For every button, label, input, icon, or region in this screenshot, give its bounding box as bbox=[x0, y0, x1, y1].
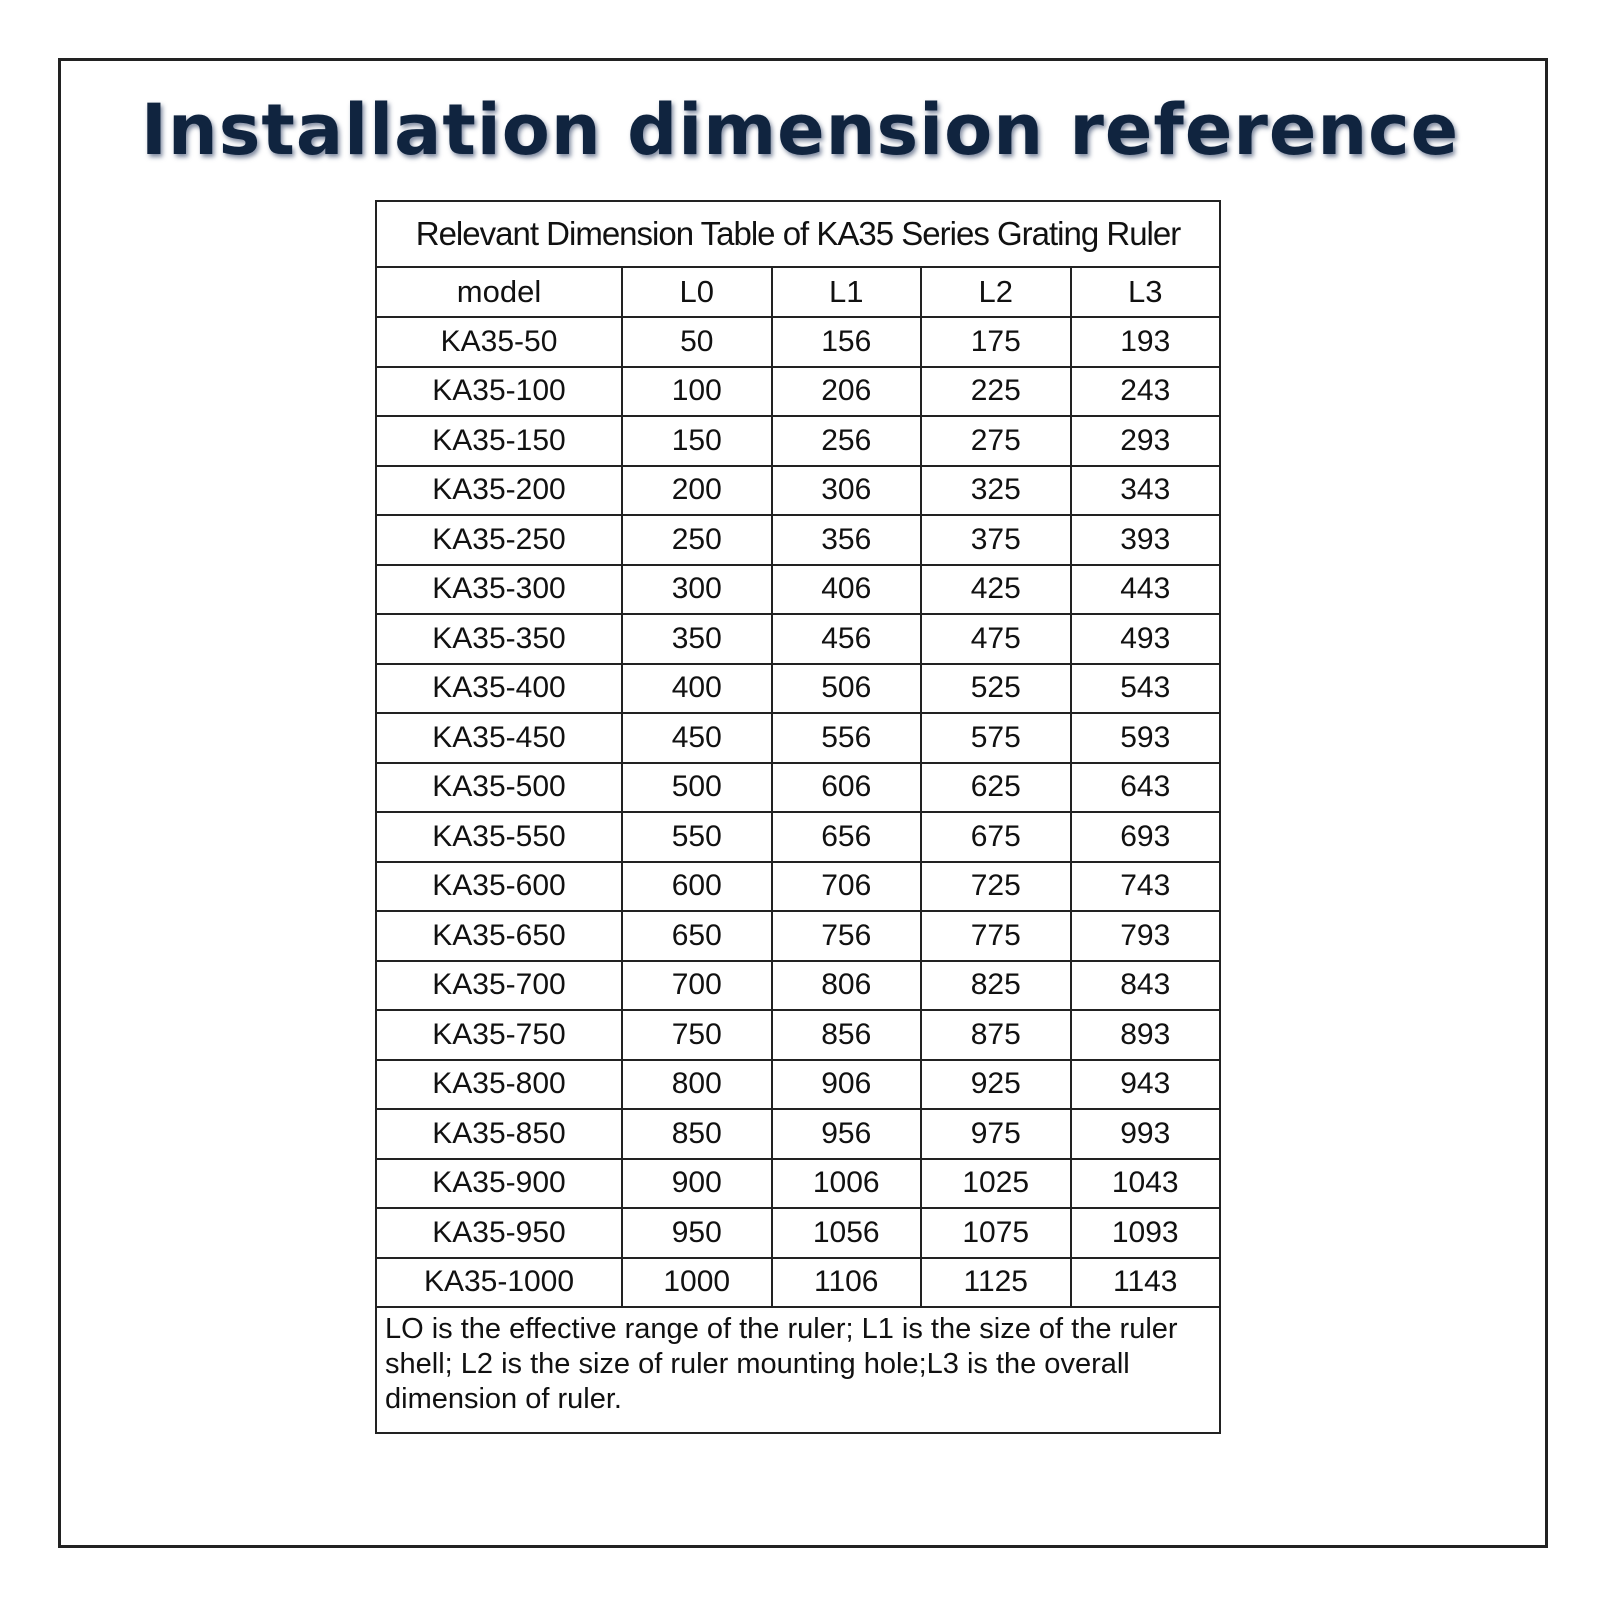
l2-cell: 1025 bbox=[921, 1159, 1071, 1209]
l3-cell: 443 bbox=[1071, 565, 1221, 615]
l1-cell: 956 bbox=[772, 1109, 922, 1159]
table-row bbox=[376, 911, 1220, 961]
table-row bbox=[376, 812, 1220, 862]
model-cell: KA35-1000 bbox=[376, 1258, 622, 1308]
l3-cell: 393 bbox=[1071, 515, 1221, 565]
l3-cell: 893 bbox=[1071, 1010, 1221, 1060]
l0-cell: 950 bbox=[622, 1208, 772, 1258]
table-row bbox=[376, 713, 1220, 763]
l3-cell: 243 bbox=[1071, 367, 1221, 417]
l3-cell: 543 bbox=[1071, 664, 1221, 714]
model-cell: KA35-950 bbox=[376, 1208, 622, 1258]
l0-cell: 550 bbox=[622, 812, 772, 862]
l0-cell: 900 bbox=[622, 1159, 772, 1209]
l3-cell: 943 bbox=[1071, 1060, 1221, 1110]
l2-cell: 325 bbox=[921, 466, 1071, 516]
l3-cell: 493 bbox=[1071, 614, 1221, 664]
page-title: Installation dimension reference bbox=[140, 89, 1460, 171]
table-header-row bbox=[376, 267, 1220, 317]
table-row bbox=[376, 1010, 1220, 1060]
l1-cell: 456 bbox=[772, 614, 922, 664]
column-header-l3: L3 bbox=[1071, 267, 1221, 317]
column-header-l2: L2 bbox=[921, 267, 1071, 317]
l0-cell: 850 bbox=[622, 1109, 772, 1159]
l1-cell: 206 bbox=[772, 367, 922, 417]
l3-cell: 993 bbox=[1071, 1109, 1221, 1159]
model-cell: KA35-300 bbox=[376, 565, 622, 615]
model-cell: KA35-350 bbox=[376, 614, 622, 664]
column-header-l0: L0 bbox=[622, 267, 772, 317]
l3-cell: 1093 bbox=[1071, 1208, 1221, 1258]
l2-cell: 875 bbox=[921, 1010, 1071, 1060]
column-header-l1: L1 bbox=[772, 267, 922, 317]
model-cell: KA35-900 bbox=[376, 1159, 622, 1209]
l2-cell: 175 bbox=[921, 317, 1071, 367]
l0-cell: 750 bbox=[622, 1010, 772, 1060]
model-cell: KA35-150 bbox=[376, 416, 622, 466]
model-cell: KA35-100 bbox=[376, 367, 622, 417]
l2-cell: 475 bbox=[921, 614, 1071, 664]
l0-cell: 300 bbox=[622, 565, 772, 615]
l0-cell: 650 bbox=[622, 911, 772, 961]
table-row bbox=[376, 1159, 1220, 1209]
table-row bbox=[376, 515, 1220, 565]
table-row bbox=[376, 961, 1220, 1011]
l1-cell: 406 bbox=[772, 565, 922, 615]
l1-cell: 1106 bbox=[772, 1258, 922, 1308]
l2-cell: 775 bbox=[921, 911, 1071, 961]
l2-cell: 575 bbox=[921, 713, 1071, 763]
l2-cell: 725 bbox=[921, 862, 1071, 912]
l3-cell: 693 bbox=[1071, 812, 1221, 862]
l2-cell: 925 bbox=[921, 1060, 1071, 1110]
l3-cell: 643 bbox=[1071, 763, 1221, 813]
l1-cell: 1056 bbox=[772, 1208, 922, 1258]
l3-cell: 1143 bbox=[1071, 1258, 1221, 1308]
table-row bbox=[376, 367, 1220, 417]
l0-cell: 450 bbox=[622, 713, 772, 763]
l0-cell: 1000 bbox=[622, 1258, 772, 1308]
model-cell: KA35-800 bbox=[376, 1060, 622, 1110]
l0-cell: 700 bbox=[622, 961, 772, 1011]
model-cell: KA35-600 bbox=[376, 862, 622, 912]
l0-cell: 800 bbox=[622, 1060, 772, 1110]
l2-cell: 375 bbox=[921, 515, 1071, 565]
column-header-model: model bbox=[376, 267, 622, 317]
l1-cell: 1006 bbox=[772, 1159, 922, 1209]
l3-cell: 193 bbox=[1071, 317, 1221, 367]
l0-cell: 250 bbox=[622, 515, 772, 565]
l2-cell: 425 bbox=[921, 565, 1071, 615]
l3-cell: 793 bbox=[1071, 911, 1221, 961]
model-cell: KA35-750 bbox=[376, 1010, 622, 1060]
model-cell: KA35-450 bbox=[376, 713, 622, 763]
l3-cell: 293 bbox=[1071, 416, 1221, 466]
l3-cell: 343 bbox=[1071, 466, 1221, 516]
table-caption: Relevant Dimension Table of KA35 Series Grating Ruler bbox=[376, 201, 1220, 267]
l1-cell: 656 bbox=[772, 812, 922, 862]
l1-cell: 756 bbox=[772, 911, 922, 961]
l0-cell: 350 bbox=[622, 614, 772, 664]
l3-cell: 1043 bbox=[1071, 1159, 1221, 1209]
l1-cell: 156 bbox=[772, 317, 922, 367]
table-row bbox=[376, 664, 1220, 714]
l0-cell: 200 bbox=[622, 466, 772, 516]
l1-cell: 806 bbox=[772, 961, 922, 1011]
l2-cell: 275 bbox=[921, 416, 1071, 466]
l1-cell: 356 bbox=[772, 515, 922, 565]
table-row bbox=[376, 1258, 1220, 1308]
model-cell: KA35-400 bbox=[376, 664, 622, 714]
l0-cell: 400 bbox=[622, 664, 772, 714]
model-cell: KA35-550 bbox=[376, 812, 622, 862]
l2-cell: 975 bbox=[921, 1109, 1071, 1159]
table-row bbox=[376, 1060, 1220, 1110]
l2-cell: 525 bbox=[921, 664, 1071, 714]
table-row bbox=[376, 466, 1220, 516]
l1-cell: 856 bbox=[772, 1010, 922, 1060]
table-row bbox=[376, 565, 1220, 615]
l2-cell: 825 bbox=[921, 961, 1071, 1011]
l0-cell: 600 bbox=[622, 862, 772, 912]
l1-cell: 906 bbox=[772, 1060, 922, 1110]
table-row bbox=[376, 1109, 1220, 1159]
model-cell: KA35-850 bbox=[376, 1109, 622, 1159]
model-cell: KA35-650 bbox=[376, 911, 622, 961]
l1-cell: 556 bbox=[772, 713, 922, 763]
table-row bbox=[376, 763, 1220, 813]
model-cell: KA35-50 bbox=[376, 317, 622, 367]
table-row bbox=[376, 317, 1220, 367]
l1-cell: 256 bbox=[772, 416, 922, 466]
l2-cell: 1075 bbox=[921, 1208, 1071, 1258]
l3-cell: 843 bbox=[1071, 961, 1221, 1011]
dimension-table bbox=[375, 200, 1221, 1434]
l3-cell: 743 bbox=[1071, 862, 1221, 912]
l1-cell: 306 bbox=[772, 466, 922, 516]
model-cell: KA35-250 bbox=[376, 515, 622, 565]
table-row bbox=[376, 416, 1220, 466]
table-row bbox=[376, 614, 1220, 664]
table-note: LO is the effective range of the ruler; L1 is the size of the ruler shell; L2 is the size of ruler mounting hole;L3 is the overall dimension of ruler. bbox=[376, 1307, 1220, 1433]
table-body bbox=[376, 317, 1220, 1307]
l2-cell: 675 bbox=[921, 812, 1071, 862]
l1-cell: 606 bbox=[772, 763, 922, 813]
l0-cell: 100 bbox=[622, 367, 772, 417]
l0-cell: 500 bbox=[622, 763, 772, 813]
l1-cell: 706 bbox=[772, 862, 922, 912]
l3-cell: 593 bbox=[1071, 713, 1221, 763]
l1-cell: 506 bbox=[772, 664, 922, 714]
table-row bbox=[376, 1208, 1220, 1258]
l2-cell: 1125 bbox=[921, 1258, 1071, 1308]
l0-cell: 150 bbox=[622, 416, 772, 466]
model-cell: KA35-500 bbox=[376, 763, 622, 813]
table-row bbox=[376, 862, 1220, 912]
l0-cell: 50 bbox=[622, 317, 772, 367]
l2-cell: 625 bbox=[921, 763, 1071, 813]
l2-cell: 225 bbox=[921, 367, 1071, 417]
model-cell: KA35-700 bbox=[376, 961, 622, 1011]
model-cell: KA35-200 bbox=[376, 466, 622, 516]
